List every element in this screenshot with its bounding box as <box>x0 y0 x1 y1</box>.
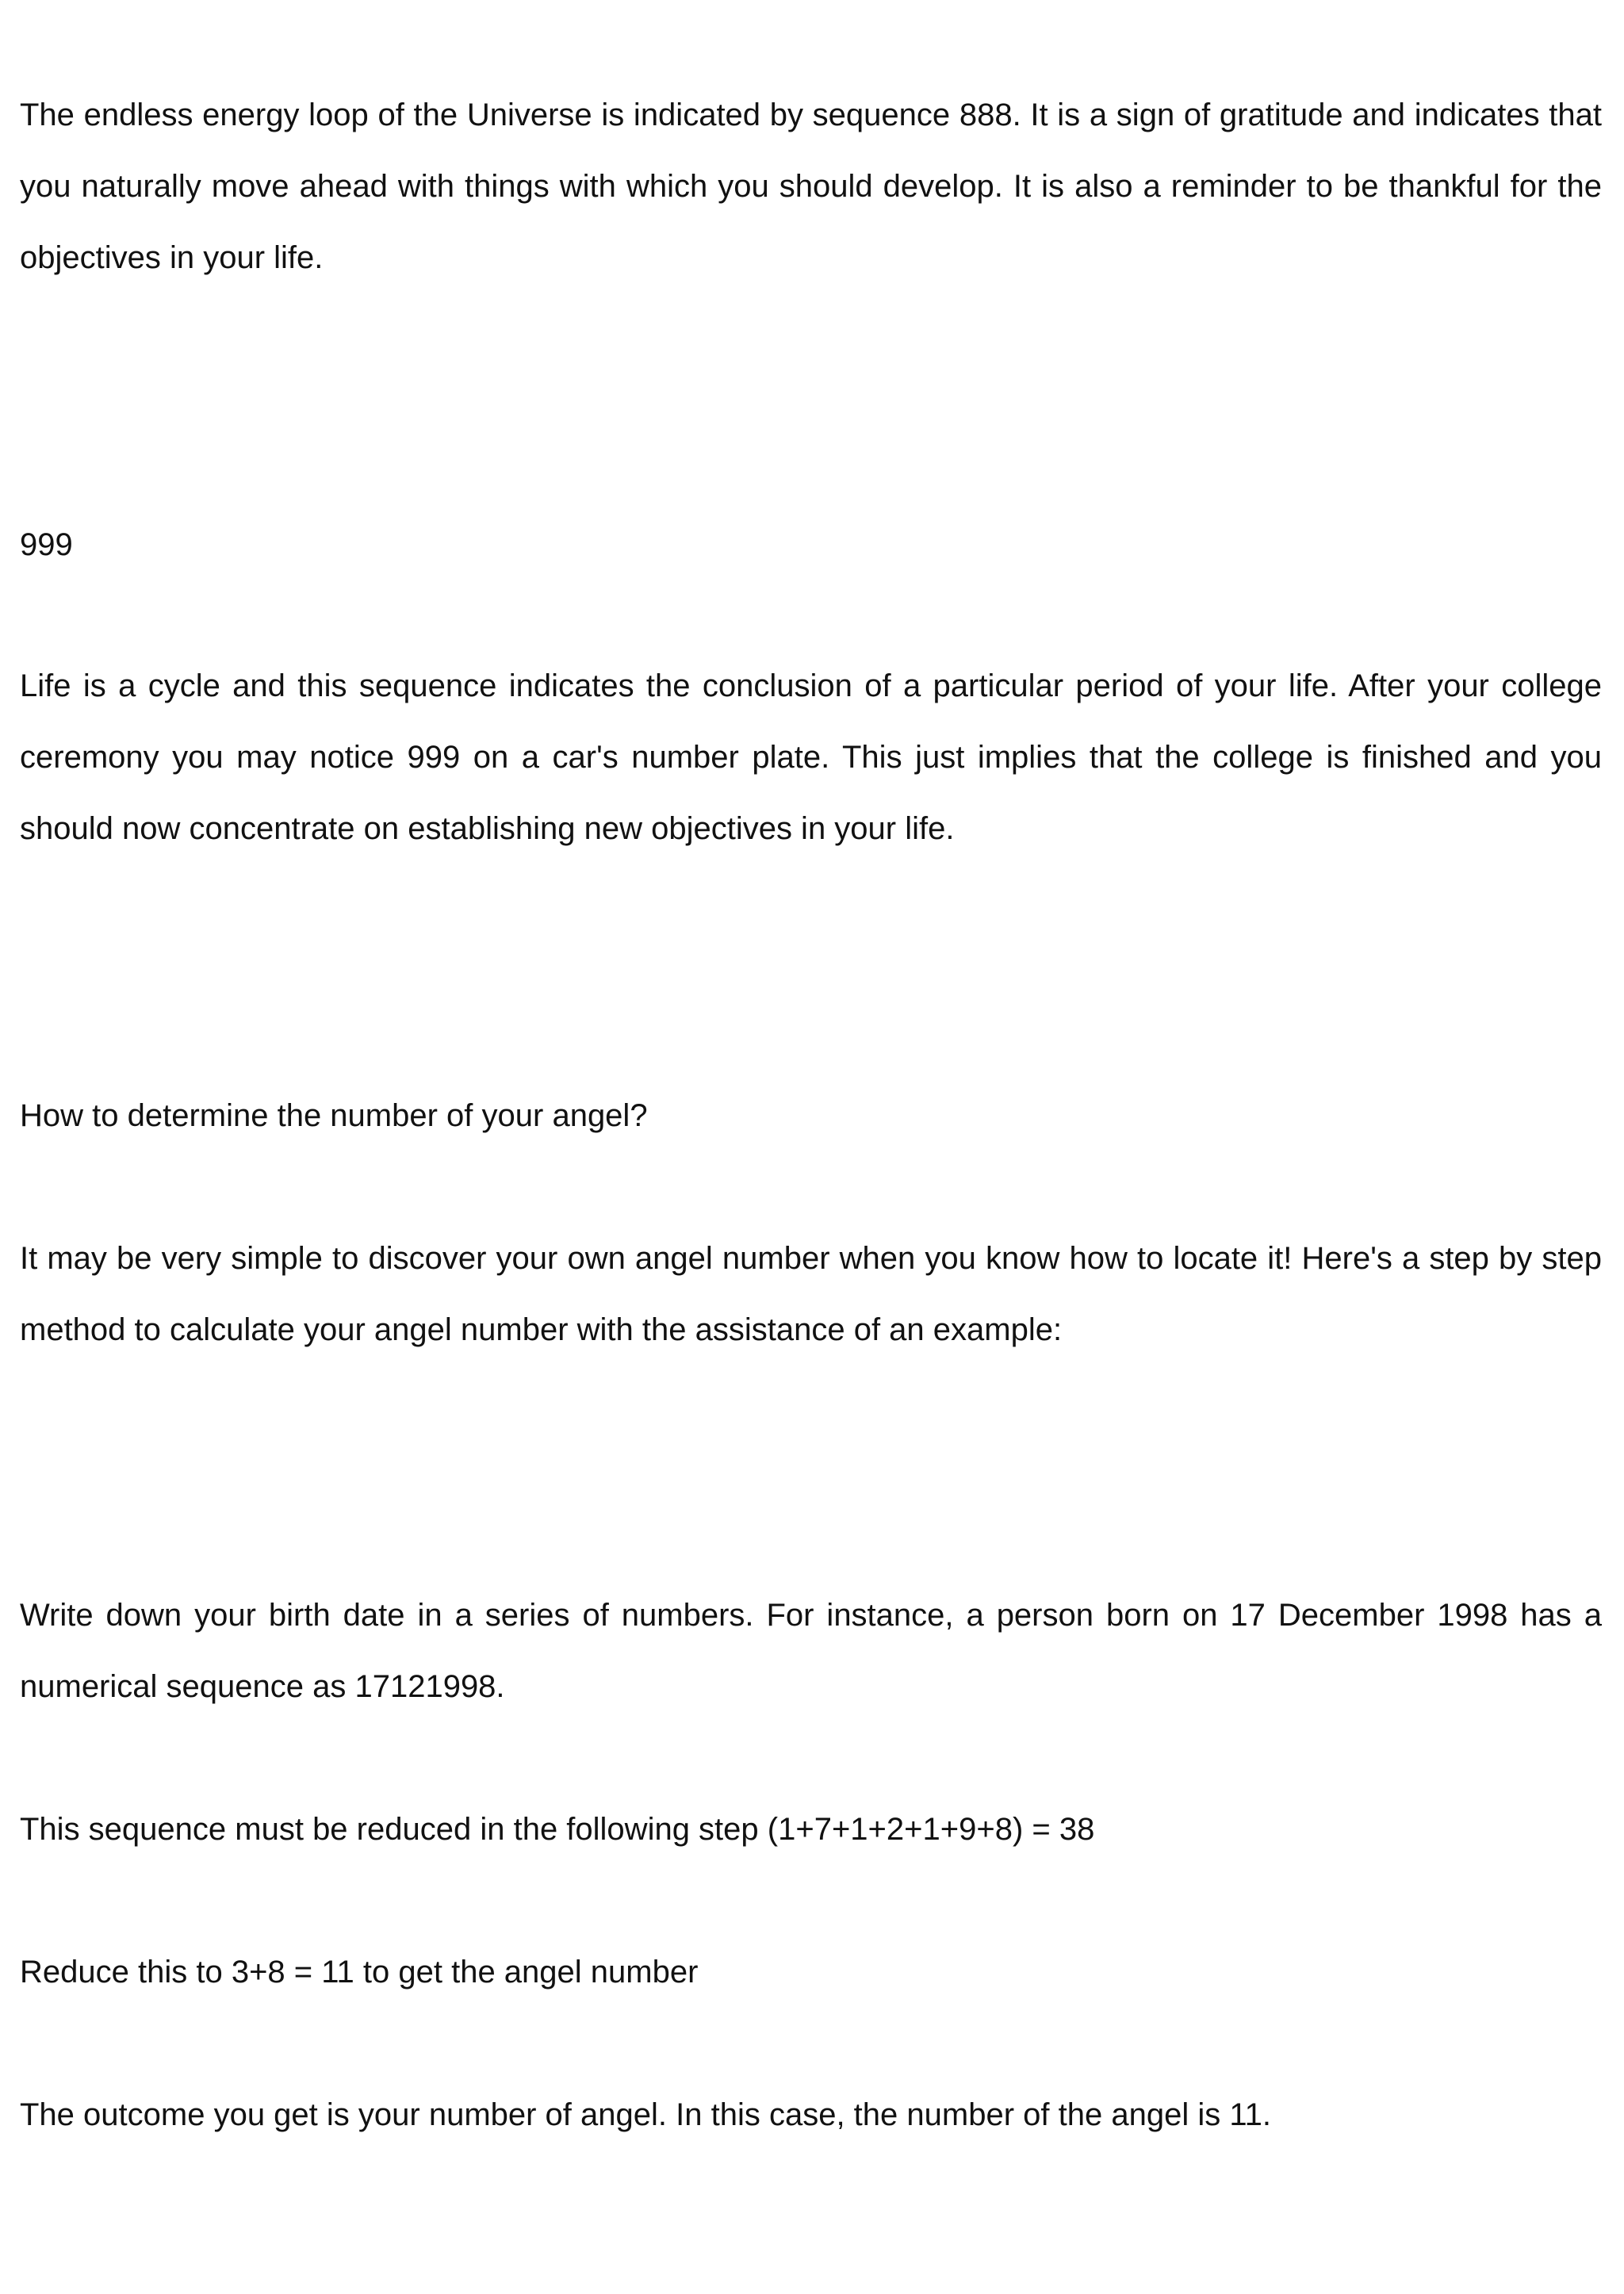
heading-how-to-determine: How to determine the number of your angel? <box>20 1098 648 1133</box>
paragraph-intro: It may be very simple to discover your own angel number when you know how to locate it! Here's a step by step method to calculate your angel number with the assistance of an example: <box>20 1241 1602 1347</box>
heading-999: 999 <box>20 527 73 562</box>
step-outcome: The outcome you get is your number of angel. In this case, the number of the angel is 11. <box>20 2097 1271 2132</box>
paragraph-999: Life is a cycle and this sequence indicates the conclusion of a particular period of your life. After your college ceremony you may notice 999 on a car's number plate. This just implies that the college is finished and you should now concentrate on establishing new objectives in your life. <box>20 668 1602 846</box>
step-reduce-again: Reduce this to 3+8 = 11 to get the angel number <box>20 1955 699 1990</box>
paragraph-888: The endless energy loop of the Universe is indicated by sequence 888. It is a sign of gratitude and indicates that you naturally move ahead with things with which you should develop. It is also a reminder to be thankful for the objectives in your life. <box>20 98 1602 275</box>
step-reduce-sequence: This sequence must be reduced in the following step (1+7+1+2+1+9+8) = 38 <box>20 1812 1095 1847</box>
step-birth-date: Write down your birth date in a series of numbers. For instance, a person born on 17 December 1998 has a numerical sequence as 17121998. <box>20 1598 1602 1704</box>
